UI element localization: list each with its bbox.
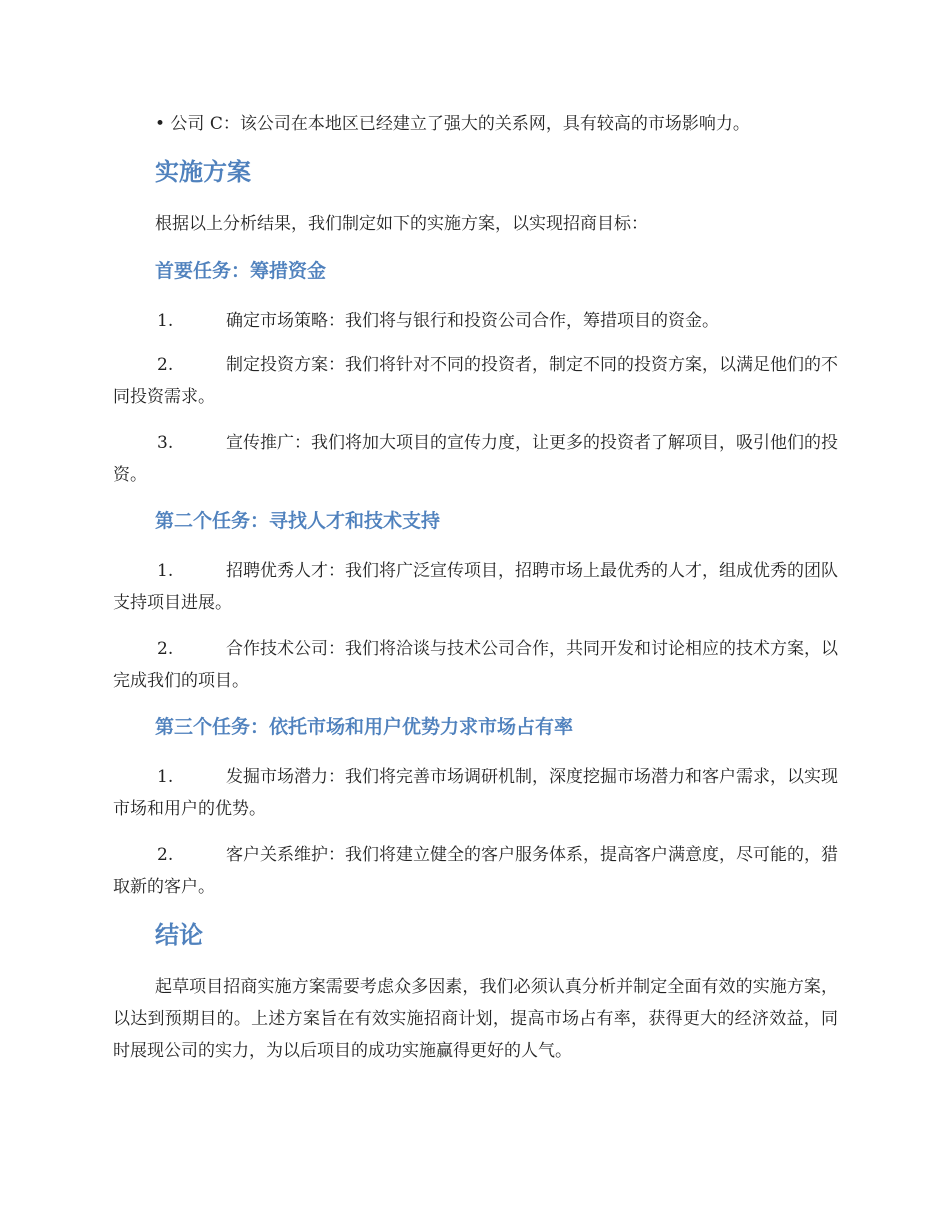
list-number: 2.: [157, 355, 174, 375]
list-text: 客户关系维护：我们将建立健全的客户服务体系，提高客户满意度，尽可能的，猎取新的客户。: [113, 845, 838, 897]
list-item: [113, 349, 838, 413]
list-item: [113, 761, 838, 825]
list-number: 1.: [157, 767, 174, 787]
list-number: 1.: [157, 561, 174, 581]
list-item: [113, 427, 838, 491]
list-text: 招聘优秀人才：我们将广泛宣传项目，招聘市场上最优秀的人才，组成优秀的团队支持项目进展。: [113, 561, 838, 613]
list-number: 3.: [157, 433, 174, 453]
list-item: [113, 555, 838, 619]
list-number: 2.: [157, 639, 174, 659]
implementation-intro: 根据以上分析结果，我们制定如下的实施方案，以实现招商目标：: [155, 214, 648, 234]
list-text: 发掘市场潜力：我们将完善市场调研机制，深度挖掘市场潜力和客户需求，以实现市场和用户的优势。: [113, 767, 838, 819]
section-heading-conclusion: 结论: [155, 921, 203, 949]
list-number: 1.: [157, 311, 174, 331]
list-number: 2.: [157, 845, 174, 865]
section-heading-implementation: 实施方案: [155, 158, 251, 186]
list-text: 制定投资方案：我们将针对不同的投资者，制定不同的投资方案，以满足他们的不同投资需求。: [113, 355, 838, 407]
conclusion-paragraph: 起草项目招商实施方案需要考虑众多因素，我们必须认真分析并制定全面有效的实施方案，以达到预期目的。上述方案旨在有效实施招商计划，提高市场占有率，获得更大的经济效益，同时展现公司的实力，为以后项目的成功实施赢得更好的人气。: [113, 977, 838, 1061]
list-text: 确定市场策略：我们将与银行和投资公司合作，筹措项目的资金。: [226, 311, 719, 331]
list-text: 宣传推广：我们将加大项目的宣传力度，让更多的投资者了解项目，吸引他们的投资。: [113, 433, 838, 485]
task-heading-1: 首要任务：筹措资金: [155, 260, 327, 282]
task-heading-3: 第三个任务：依托市场和用户优势力求市场占有率: [155, 716, 574, 738]
list-item: [113, 305, 838, 337]
list-item: [113, 633, 838, 697]
list-item: [113, 839, 838, 903]
list-text: 合作技术公司：我们将洽谈与技术公司合作，共同开发和讨论相应的技术方案，以完成我们的项目。: [113, 639, 838, 691]
bullet-line: • 公司 C：该公司在本地区已经建立了强大的关系网，具有较高的市场影响力。: [155, 114, 750, 134]
task-heading-2: 第二个任务：寻找人才和技术支持: [155, 510, 441, 532]
